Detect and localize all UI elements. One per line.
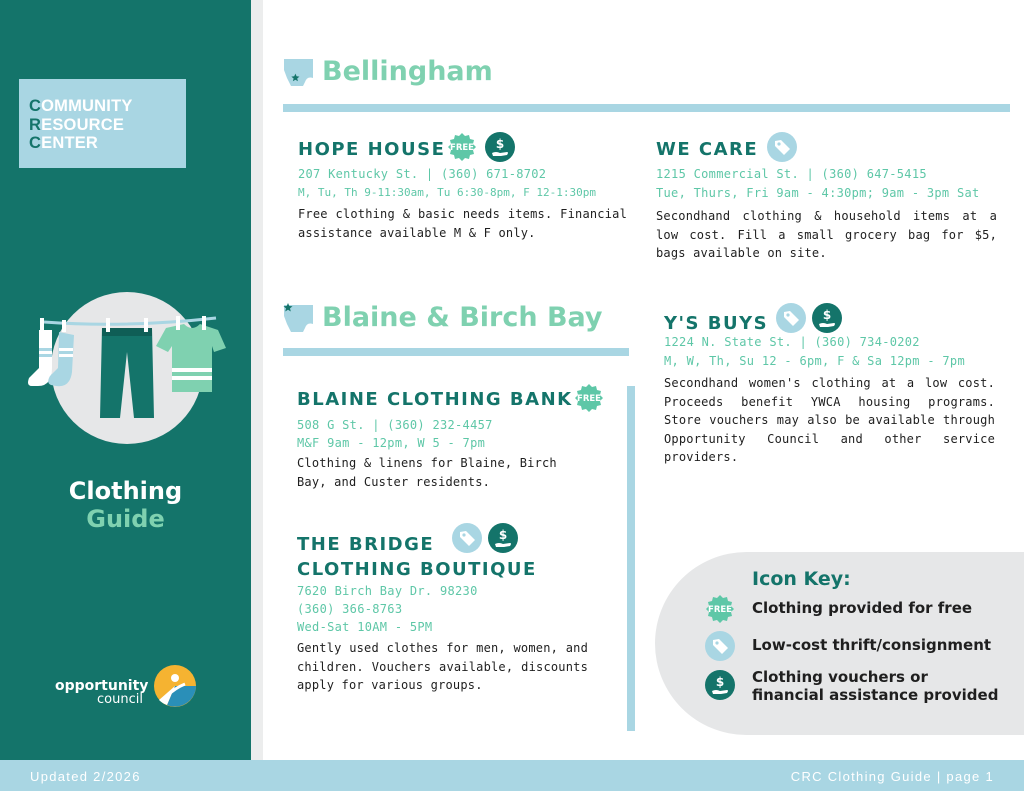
- listing-name-ys-buys: Y'S BUYS: [664, 313, 769, 334]
- dollar-hand-icon: [485, 132, 515, 162]
- svg-text:$: $: [498, 528, 508, 542]
- footer: [0, 760, 1024, 791]
- free-badge-text: FREE: [577, 394, 601, 404]
- shirt-icon: [156, 316, 226, 392]
- svg-text:$: $: [822, 308, 832, 322]
- icon-key-free-label: Clothing provided for free: [752, 599, 973, 617]
- listing-desc-we-care: Secondhand clothing & household items at a low cost. Fill a small grocery bag for $5, bags available on site.: [656, 209, 997, 260]
- crc-logo: [19, 79, 186, 168]
- listing-hours-ys-buys: M, W, Th, Su 12 - 6pm, F & Sa 12pm - 7pm: [664, 354, 965, 368]
- region-title-blaine: Blaine & Birch Bay: [322, 302, 603, 333]
- listing-name-hope-house: HOPE HOUSE: [298, 139, 446, 160]
- listing-address-blaine-bank: 508 G St. | (360) 232-4457: [297, 418, 493, 432]
- listing-name-bridge-line-2: CLOTHING BOUTIQUE: [297, 559, 537, 580]
- listing-name-bridge-line-1: THE BRIDGE: [297, 534, 435, 555]
- clothesline-illustration: [26, 290, 231, 420]
- free-icon: [447, 132, 477, 162]
- dollar-hand-icon: [705, 670, 735, 700]
- free-icon: [705, 594, 735, 624]
- sidebar-divider: [251, 0, 263, 760]
- opportunity-council-logo-icon: [153, 664, 197, 708]
- svg-text:$: $: [495, 137, 505, 151]
- blaine-map-icon: [283, 302, 315, 334]
- listing-address-bridge: 7620 Birch Bay Dr. 98230: [297, 584, 478, 598]
- listing-address-we-care: 1215 Commercial St. | (360) 647-5415: [656, 167, 927, 181]
- free-icon: [574, 383, 604, 413]
- icon-key-voucher-label-line-2: financial assistance provided: [752, 686, 999, 704]
- crc-logo-line-1: COMMUNITY: [29, 97, 133, 115]
- bellingham-map-icon: [283, 56, 315, 88]
- listing-address-ys-buys: 1224 N. State St. | (360) 734-0202: [664, 335, 920, 349]
- price-tag-icon: [767, 132, 797, 162]
- socks-icon: [28, 318, 74, 386]
- price-tag-icon: [452, 523, 482, 553]
- blaine-divider: [283, 348, 629, 356]
- svg-text:$: $: [715, 675, 725, 689]
- icon-key-thrift-label: Low-cost thrift/consignment: [752, 636, 992, 654]
- free-badge-text: FREE: [450, 143, 474, 153]
- listing-hours-blaine-bank: M&F 9am - 12pm, W 5 - 7pm: [297, 436, 486, 450]
- price-tag-icon: [776, 303, 806, 333]
- footer-updated-date: Updated 2/2026: [30, 769, 141, 784]
- bellingham-divider: [283, 104, 1010, 112]
- footer-page-label: CRC Clothing Guide | page 1: [790, 769, 994, 784]
- listing-address-hope-house: 207 Kentucky St. | (360) 671-8702: [298, 167, 547, 181]
- listing-phone-bridge: (360) 366-8763: [297, 602, 403, 616]
- org-logo-word-1: opportunity: [55, 678, 149, 694]
- crc-logo-line-3: CENTER: [29, 134, 99, 152]
- guide-title-line-2: Guide: [86, 505, 165, 533]
- price-tag-icon: [705, 631, 735, 661]
- pants-icon: [100, 318, 154, 418]
- listing-name-we-care: WE CARE: [656, 139, 759, 160]
- icon-key-voucher-label-line-1: Clothing vouchers or: [752, 668, 928, 686]
- org-logo-word-2: council: [97, 692, 143, 707]
- guide-title-line-1: Clothing: [68, 477, 183, 505]
- listing-hours-we-care: Tue, Thurs, Fri 9am - 4:30pm; 9am - 3pm Sat: [656, 186, 980, 200]
- dollar-hand-icon: [488, 523, 518, 553]
- dollar-hand-icon: [812, 303, 842, 333]
- region-title-bellingham: Bellingham: [322, 56, 493, 87]
- free-badge-text: FREE: [708, 605, 732, 615]
- crc-logo-line-2: RESOURCE: [29, 115, 125, 134]
- icon-key-title: Icon Key:: [752, 568, 851, 590]
- column-divider: [627, 386, 635, 731]
- listing-hours-hope-house: M, Tu, Th 9-11:30am, Tu 6:30-8pm, F 12-1:30pm: [298, 186, 597, 199]
- listing-desc-bridge: Gently used clothes for men, women, and children. Vouchers available, discounts apply for various groups.: [297, 641, 588, 692]
- listing-desc-blaine-bank: Clothing & linens for Blaine, Birch Bay, and Custer residents.: [297, 456, 557, 489]
- listing-desc-hope-house: Free clothing & basic needs items. Financial assistance available M & F only.: [298, 207, 627, 240]
- listing-name-blaine-bank: BLAINE CLOTHING BANK: [297, 389, 573, 410]
- listing-desc-ys-buys: Secondhand women's clothing at a low cost. Proceeds benefit YWCA housing programs. Store vouchers may also be available through Opportunity Council and other service providers.: [664, 376, 995, 464]
- listing-hours-bridge: Wed-Sat 10AM - 5PM: [297, 620, 433, 634]
